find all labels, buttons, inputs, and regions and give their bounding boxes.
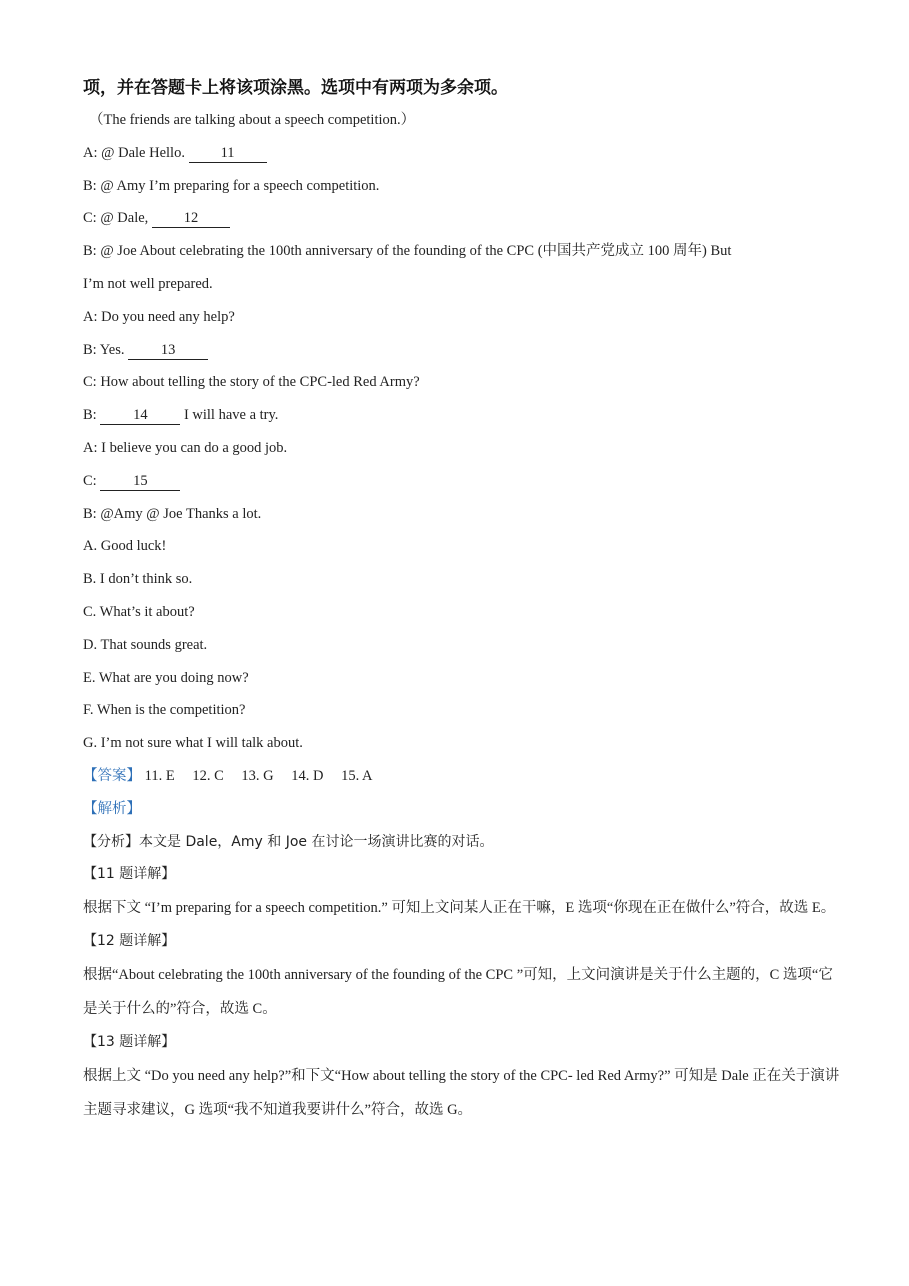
dialogue-line: B: @Amy @ Joe Thanks a lot. (83, 505, 262, 522)
dialogue-line: B: @ Amy I’m preparing for a speech competition. (83, 177, 380, 194)
detail-title: 【12 题详解】 (83, 933, 176, 950)
option-c: C. What’s it about? (83, 603, 195, 620)
answer-tag: 【答案】 (83, 767, 141, 784)
option-d: D. That sounds great. (83, 636, 208, 653)
answer-blank-14: 14 (100, 406, 180, 425)
answer-item: 15. A (341, 767, 373, 784)
dialogue-line: B: @ Joe About celebrating the 100th anniversary of the founding of the CPC (中国共产党成立 100 周年) But (83, 243, 732, 260)
dialogue (83, 137, 843, 531)
detail-text: 根据“About celebrating the 100th anniversary of the founding of the CPC ”可知，上文问演讲是关于什么主题的，C 选项“它是关于什么的”符合，故选 C。 (83, 966, 833, 1017)
detail-text: 根据上文 “Do you need any help?”和下文“How about telling the story of the CPC- led Red Army?” 可知是 Dale 正在关于演讲主题寻求建议，G 选项“我不知道我要讲什么”符合，故选 G。 (83, 1067, 840, 1118)
dialogue-line: C: 15 (83, 465, 843, 498)
dialogue-line: I’m not well prepared. (83, 275, 213, 292)
option-a: A. Good luck! (83, 538, 167, 555)
dialogue-line: B: Yes. 13 (83, 334, 843, 367)
analysis-tag: 【解析】 (83, 800, 141, 817)
instruction-heading: 项，并在答题卡上将该项涂黑。选项中有两项为多余项。 (83, 78, 508, 98)
dialogue-line: C: @ Dale, 12 (83, 202, 843, 235)
answer-item: 11. E (144, 767, 175, 784)
answer-blank-15: 15 (100, 472, 180, 491)
detail-13 (83, 1026, 843, 1127)
dialogue-line: A: Do you need any help? (83, 308, 235, 325)
answer-line (83, 760, 843, 793)
detail-title: 【13 题详解】 (83, 1033, 176, 1050)
option-f: F. When is the competition? (83, 702, 246, 719)
detail-12 (83, 925, 843, 1026)
dialogue-line: A: I believe you can do a good job. (83, 439, 288, 456)
answer-blank-11: 11 (189, 144, 267, 163)
dialogue-intro: （The friends are talking about a speech competition.） (89, 112, 416, 128)
detail-text: 根据下文 “I’m preparing for a speech competition.” 可知上文问某人正在干嘛，E 选项“你现在正在做什么”符合，故选 E。 (83, 900, 836, 917)
answer-item: 14. D (291, 767, 324, 784)
answer-blank-13: 13 (128, 341, 208, 360)
document-page (83, 72, 843, 1127)
option-g: G. I’m not sure what I will talk about. (83, 735, 303, 752)
option-e: E. What are you doing now? (83, 669, 249, 686)
options-list (83, 530, 843, 760)
dialogue-line: A: @ Dale Hello. 11 (83, 137, 843, 170)
dialogue-line: C: How about telling the story of the CPC-led Red Army? (83, 374, 420, 391)
answer-item: 13. G (241, 767, 274, 784)
answer-blank-12: 12 (152, 209, 230, 228)
answer-item: 12. C (192, 767, 224, 784)
detail-11 (83, 858, 843, 925)
detail-title: 【11 题详解】 (83, 866, 176, 883)
option-b: B. I don’t think so. (83, 571, 193, 588)
dialogue-line: B: 14 I will have a try. (83, 407, 279, 424)
analysis-intro: 【分析】本文是 Dale，Amy 和 Joe 在讨论一场演讲比赛的对话。 (83, 833, 494, 850)
